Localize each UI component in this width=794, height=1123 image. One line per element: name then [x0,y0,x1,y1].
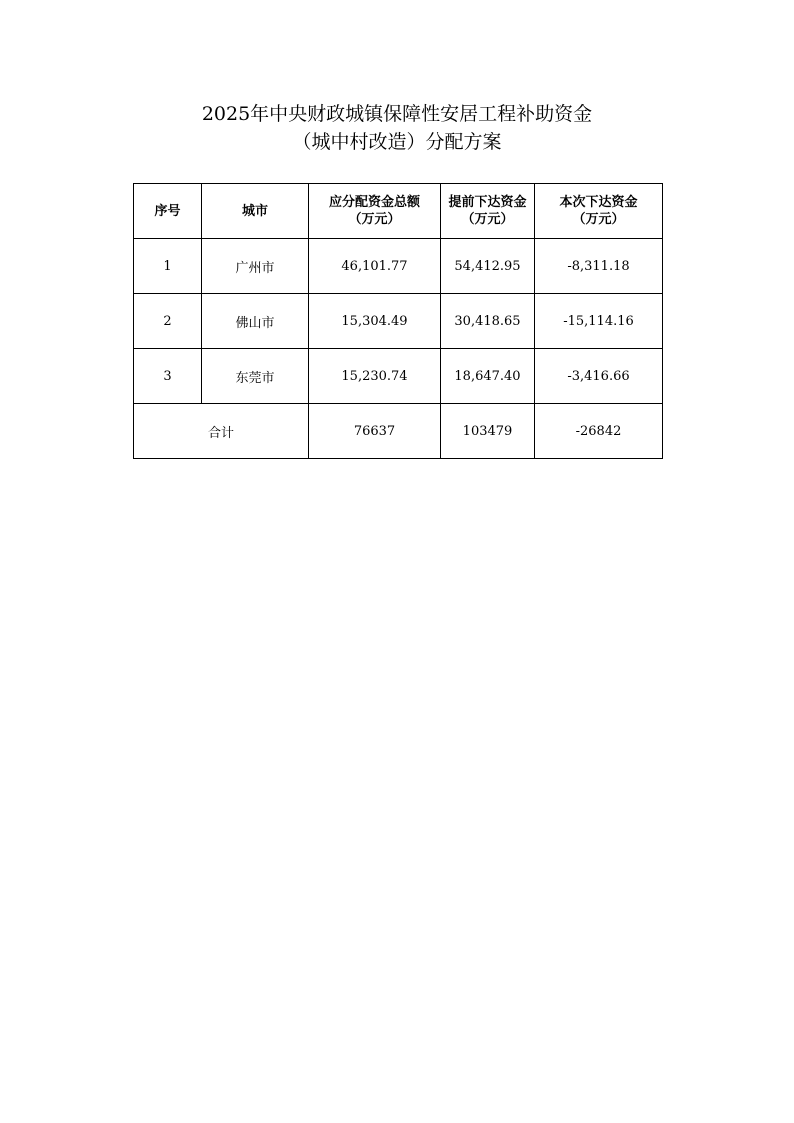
cell-total: 15,304.49 [309,294,441,349]
cell-advance: 30,418.65 [441,294,535,349]
sum-current: -26842 [535,404,663,459]
sum-total: 76637 [309,404,441,459]
table-sum-row [134,404,663,459]
page-title [0,100,794,156]
cell-index: 2 [134,294,202,349]
page-title-line2: （城中村改造）分配方案 [292,131,502,153]
cell-city: 佛山市 [202,294,309,349]
cell-index: 3 [134,349,202,404]
cell-advance: 54,412.95 [441,239,535,294]
table-row [134,239,663,294]
header-current-amount: 本次下达资金 （万元） [535,184,663,239]
cell-total: 15,230.74 [309,349,441,404]
cell-index: 1 [134,239,202,294]
sum-advance: 103479 [441,404,535,459]
cell-city: 广州市 [202,239,309,294]
page-title-line1: 2025年中央财政城镇保障性安居工程补助资金 [201,103,593,125]
table-row [134,294,663,349]
cell-current: -15,114.16 [535,294,663,349]
cell-current: -8,311.18 [535,239,663,294]
header-advance-amount: 提前下达资金 （万元） [441,184,535,239]
cell-advance: 18,647.40 [441,349,535,404]
cell-current: -3,416.66 [535,349,663,404]
header-total-amount: 应分配资金总额 （万元） [309,184,441,239]
header-index: 序号 [134,184,202,239]
table-row [134,349,663,404]
cell-city: 东莞市 [202,349,309,404]
table-header-row [134,184,663,239]
cell-total: 46,101.77 [309,239,441,294]
header-city: 城市 [202,184,309,239]
sum-label: 合计 [134,404,309,459]
allocation-table [133,183,663,459]
